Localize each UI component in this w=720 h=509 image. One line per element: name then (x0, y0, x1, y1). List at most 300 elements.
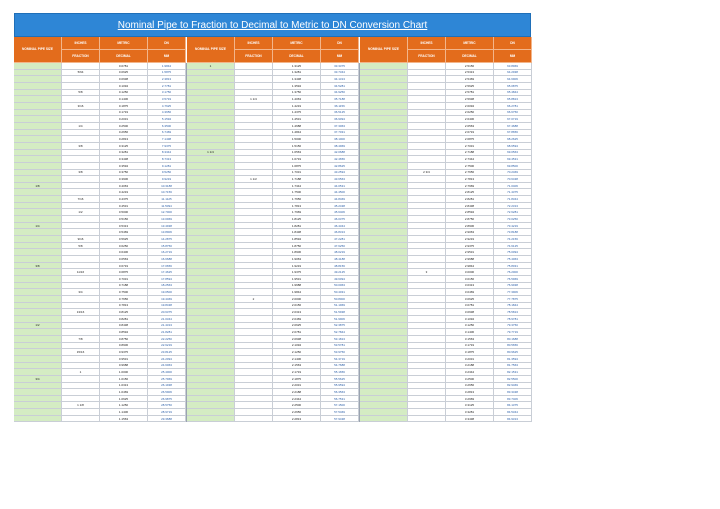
nominal-cell (187, 309, 235, 316)
nominal-cell: 3/8 (14, 263, 62, 270)
decimal-cell: 2.5469 (446, 76, 494, 83)
decimal-cell: 0.7031 (100, 276, 148, 283)
decimal-cell: 3.3281 (446, 409, 494, 416)
nominal-cell (187, 402, 235, 409)
mm-cell: 79.7719 (494, 329, 532, 336)
decimal-cell: 2.2344 (273, 396, 321, 403)
fraction-cell (408, 150, 446, 157)
nominal-cell (14, 103, 62, 110)
mm-cell: 50.4031 (321, 289, 359, 296)
nominal-cell (360, 296, 408, 303)
decimal-cell: 0.1094 (100, 83, 148, 90)
header-decimal: DECIMAL (100, 50, 148, 63)
decimal-cell: 3.1250 (446, 323, 494, 330)
decimal-cell: 1.5000 (273, 136, 321, 143)
table-group (186, 63, 359, 422)
fraction-cell (62, 256, 100, 263)
nominal-cell (360, 409, 408, 416)
fraction-cell (62, 189, 100, 196)
decimal-cell: 1.8125 (273, 216, 321, 223)
mm-cell: 49.6094 (321, 276, 359, 283)
fraction-cell (408, 289, 446, 296)
decimal-cell: 2.8750 (446, 216, 494, 223)
decimal-cell: 0.0938 (100, 76, 148, 83)
nominal-cell (360, 289, 408, 296)
decimal-cell: 1.5156 (273, 143, 321, 150)
nominal-cell (360, 402, 408, 409)
decimal-cell: 0.4063 (100, 183, 148, 190)
header-nominal: NOMINAL PIPE SIZE (14, 37, 62, 63)
decimal-cell: 1.9063 (273, 256, 321, 263)
fraction-cell (408, 156, 446, 163)
mm-cell: 65.8813 (494, 96, 532, 103)
fraction-cell (235, 323, 273, 330)
fraction-cell (408, 303, 446, 310)
mm-cell: 47.2281 (321, 236, 359, 243)
mm-cell: 54.3719 (321, 356, 359, 363)
fraction-cell: 3 (408, 269, 446, 276)
header-mm: MM (494, 50, 532, 63)
mm-cell: 77.3906 (494, 289, 532, 296)
mm-cell: 42.4656 (321, 156, 359, 163)
decimal-cell: 1.4219 (273, 103, 321, 110)
fraction-cell (408, 103, 446, 110)
mm-cell: 64.2938 (494, 70, 532, 77)
nominal-cell (14, 83, 62, 90)
mm-cell: 68.2625 (494, 136, 532, 143)
nominal-cell (187, 236, 235, 243)
nominal-cell (360, 329, 408, 336)
nominal-cell (360, 243, 408, 250)
nominal-cell (14, 276, 62, 283)
nominal-cell: 3/4 (14, 376, 62, 383)
fraction-cell (62, 396, 100, 403)
mm-cell: 52.7844 (321, 329, 359, 336)
mm-cell: 33.3375 (321, 63, 359, 70)
fraction-cell: 1 (62, 369, 100, 376)
decimal-cell: 2.5156 (446, 63, 494, 70)
nominal-cell (14, 203, 62, 210)
mm-cell: 34.5281 (321, 83, 359, 90)
header-inches: INCHES (62, 37, 100, 50)
nominal-cell (14, 356, 62, 363)
mm-cell: 21.4313 (148, 323, 186, 330)
mm-cell: 51.9906 (321, 316, 359, 323)
fraction-cell (235, 136, 273, 143)
fraction-cell (62, 136, 100, 143)
fraction-cell (408, 283, 446, 290)
mm-cell: 28.9719 (148, 409, 186, 416)
nominal-cell (187, 269, 235, 276)
nominal-cell (14, 249, 62, 256)
decimal-cell: 3.0469 (446, 289, 494, 296)
mm-cell: 38.4969 (321, 143, 359, 150)
fraction-cell: 3/8 (62, 143, 100, 150)
decimal-cell: 0.1719 (100, 110, 148, 117)
mm-cell: 25.7969 (148, 376, 186, 383)
nominal-cell (187, 90, 235, 97)
nominal-cell (14, 289, 62, 296)
decimal-cell: 1.7031 (273, 170, 321, 177)
nominal-cell (360, 283, 408, 290)
nominal-cell (187, 363, 235, 370)
fraction-cell (62, 263, 100, 270)
mm-cell: 71.4375 (494, 189, 532, 196)
decimal-cell: 3.0781 (446, 303, 494, 310)
decimal-cell: 0.4375 (100, 196, 148, 203)
fraction-cell (62, 283, 100, 290)
fraction-cell (408, 196, 446, 203)
nominal-cell (360, 343, 408, 350)
decimal-cell: 0.8125 (100, 309, 148, 316)
nominal-cell (360, 383, 408, 390)
fraction-cell (235, 396, 273, 403)
fraction-cell (408, 329, 446, 336)
nominal-cell (187, 396, 235, 403)
decimal-cell: 1.9375 (273, 269, 321, 276)
fraction-cell: 3/4 (62, 289, 100, 296)
decimal-cell: 2.8594 (446, 209, 494, 216)
nominal-cell (360, 63, 408, 70)
nominal-cell (360, 170, 408, 177)
decimal-cell: 3.2344 (446, 369, 494, 376)
decimal-cell: 2.1094 (273, 343, 321, 350)
fraction-cell (62, 63, 100, 70)
mm-cell: 69.0563 (494, 150, 532, 157)
mm-cell: 17.0656 (148, 263, 186, 270)
decimal-cell: 0.3281 (100, 150, 148, 157)
fraction-cell (408, 123, 446, 130)
mm-cell: 26.1938 (148, 383, 186, 390)
fraction-cell (62, 329, 100, 336)
nominal-cell (360, 336, 408, 343)
fraction-cell (235, 209, 273, 216)
fraction-cell: 5/64 (62, 70, 100, 77)
nominal-cell (187, 323, 235, 330)
decimal-cell: 0.1406 (100, 96, 148, 103)
mm-cell: 37.7031 (321, 130, 359, 137)
mm-cell: 75.8031 (494, 263, 532, 270)
decimal-cell: 1.8281 (273, 223, 321, 230)
decimal-cell: 2.6563 (446, 123, 494, 130)
nominal-cell (187, 203, 235, 210)
nominal-cell (187, 223, 235, 230)
decimal-cell: 0.3438 (100, 156, 148, 163)
decimal-cell: 0.3594 (100, 163, 148, 170)
fraction-cell (235, 383, 273, 390)
fraction-cell (408, 70, 446, 77)
nominal-cell (187, 163, 235, 170)
fraction-cell (235, 416, 273, 423)
mm-cell: 6.7469 (148, 130, 186, 137)
fraction-cell (408, 216, 446, 223)
fraction-cell (62, 303, 100, 310)
mm-cell: 63.8969 (494, 63, 532, 70)
decimal-cell: 2.2031 (273, 383, 321, 390)
fraction-cell (235, 229, 273, 236)
nominal-cell (360, 356, 408, 363)
nominal-cell (360, 269, 408, 276)
nominal-cell (360, 309, 408, 316)
mm-cell: 44.8469 (321, 196, 359, 203)
fraction-cell (235, 336, 273, 343)
nominal-cell (360, 90, 408, 97)
decimal-cell: 0.5625 (100, 236, 148, 243)
decimal-cell: 2.5781 (446, 90, 494, 97)
nominal-cell (360, 316, 408, 323)
decimal-cell: 1.7344 (273, 183, 321, 190)
mm-cell: 73.4219 (494, 223, 532, 230)
decimal-cell: 3.3125 (446, 402, 494, 409)
fraction-cell (62, 156, 100, 163)
nominal-cell (14, 229, 62, 236)
nominal-cell (14, 156, 62, 163)
decimal-cell: 1.9219 (273, 263, 321, 270)
nominal-cell (187, 256, 235, 263)
table-group (359, 63, 532, 422)
fraction-cell (408, 90, 446, 97)
nominal-cell (187, 209, 235, 216)
decimal-cell: 2.9219 (446, 236, 494, 243)
nominal-cell (14, 90, 62, 97)
nominal-cell (360, 223, 408, 230)
mm-cell: 42.0688 (321, 150, 359, 157)
mm-cell: 52.3875 (321, 323, 359, 330)
fraction-cell: 2 3/4 (408, 170, 446, 177)
decimal-cell: 2.7031 (446, 143, 494, 150)
decimal-cell: 3.0156 (446, 276, 494, 283)
mm-cell: 57.1500 (321, 402, 359, 409)
nominal-cell (360, 96, 408, 103)
fraction-cell (235, 269, 273, 276)
decimal-cell: 1.8750 (273, 243, 321, 250)
mm-cell: 46.4344 (321, 223, 359, 230)
nominal-cell (14, 110, 62, 117)
fraction-cell (235, 163, 273, 170)
decimal-cell: 3.0313 (446, 283, 494, 290)
mm-cell: 24.2094 (148, 356, 186, 363)
header-inches: INCHES (408, 37, 446, 50)
nominal-cell (14, 76, 62, 83)
decimal-cell: 2.0000 (273, 296, 321, 303)
fraction-cell (408, 416, 446, 423)
mm-cell: 55.9594 (321, 383, 359, 390)
decimal-cell: 0.5000 (100, 209, 148, 216)
mm-cell: 65.4844 (494, 90, 532, 97)
mm-cell: 70.2469 (494, 170, 532, 177)
header-group (186, 37, 359, 63)
decimal-cell: 0.9688 (100, 363, 148, 370)
mm-cell: 28.5750 (148, 402, 186, 409)
fraction-cell (235, 276, 273, 283)
fraction-cell (408, 349, 446, 356)
nominal-cell (187, 96, 235, 103)
mm-cell: 76.5969 (494, 276, 532, 283)
decimal-cell: 2.8281 (446, 196, 494, 203)
fraction-cell (408, 183, 446, 190)
mm-cell: 77.7875 (494, 296, 532, 303)
fraction-cell (235, 236, 273, 243)
fraction-cell (408, 402, 446, 409)
mm-cell: 82.1531 (494, 369, 532, 376)
fraction-cell (235, 90, 273, 97)
decimal-cell: 0.2500 (100, 123, 148, 130)
nominal-cell (360, 189, 408, 196)
fraction-cell (62, 383, 100, 390)
mm-cell: 12.7000 (148, 209, 186, 216)
fraction-cell: 3/8 (62, 170, 100, 177)
nominal-cell (187, 369, 235, 376)
fraction-cell (62, 163, 100, 170)
nominal-cell (187, 376, 235, 383)
fraction-cell: 9/16 (62, 236, 100, 243)
mm-cell: 53.9750 (321, 349, 359, 356)
fraction-cell (408, 409, 446, 416)
decimal-cell: 0.6875 (100, 269, 148, 276)
decimal-cell: 1.1406 (100, 409, 148, 416)
fraction-cell (235, 263, 273, 270)
mm-cell: 66.6750 (494, 110, 532, 117)
nominal-cell (360, 76, 408, 83)
nominal-cell (187, 110, 235, 117)
decimal-cell: 0.2656 (100, 130, 148, 137)
mm-cell: 82.9469 (494, 383, 532, 390)
mm-cell: 37.3063 (321, 123, 359, 130)
mm-cell: 69.8500 (494, 163, 532, 170)
header-nominal: NOMINAL PIPE SIZE (360, 37, 408, 63)
fraction-cell (235, 316, 273, 323)
decimal-cell: 2.6719 (446, 130, 494, 137)
fraction-cell (408, 116, 446, 123)
nominal-cell (360, 276, 408, 283)
nominal-cell (187, 243, 235, 250)
chart-title: Nominal Pipe to Fraction to Decimal to Metric to DN Conversion Chart (14, 13, 531, 37)
decimal-cell: 1.9531 (273, 276, 321, 283)
fraction-cell (235, 402, 273, 409)
nominal-cell (14, 389, 62, 396)
header-fraction: FRACTION (235, 50, 273, 63)
mm-cell: 75.0094 (494, 249, 532, 256)
decimal-cell: 2.1719 (273, 369, 321, 376)
nominal-cell (187, 343, 235, 350)
decimal-cell: 2.6094 (446, 103, 494, 110)
nominal-cell (187, 283, 235, 290)
decimal-cell: 0.7188 (100, 283, 148, 290)
decimal-cell: 3.2031 (446, 356, 494, 363)
decimal-cell: 0.5313 (100, 223, 148, 230)
decimal-cell: 0.7813 (100, 303, 148, 310)
fraction-cell (408, 223, 446, 230)
mm-cell: 24.6063 (148, 363, 186, 370)
mm-cell: 14.2875 (148, 236, 186, 243)
mm-cell: 57.5469 (321, 409, 359, 416)
header-dn: DN (494, 37, 532, 50)
fraction-cell (408, 209, 446, 216)
fraction-cell (235, 289, 273, 296)
fraction-cell (408, 396, 446, 403)
mm-cell: 35.7188 (321, 96, 359, 103)
fraction-cell (62, 96, 100, 103)
mm-cell: 9.1281 (148, 163, 186, 170)
fraction-cell: 15/16 (62, 349, 100, 356)
nominal-cell (360, 389, 408, 396)
nominal-cell (360, 156, 408, 163)
mm-cell: 13.8906 (148, 229, 186, 236)
decimal-cell: 2.7344 (446, 156, 494, 163)
decimal-cell: 2.2188 (273, 389, 321, 396)
nominal-cell (14, 116, 62, 123)
fraction-cell: 13/16 (62, 309, 100, 316)
nominal-cell (14, 70, 62, 77)
nominal-cell (187, 70, 235, 77)
mm-cell: 45.2438 (321, 203, 359, 210)
decimal-cell: 0.2031 (100, 116, 148, 123)
mm-cell: 9.5250 (148, 170, 186, 177)
fraction-cell (235, 189, 273, 196)
fraction-cell (408, 363, 446, 370)
nominal-cell (187, 130, 235, 137)
mm-cell: 53.5781 (321, 343, 359, 350)
decimal-cell: 0.4219 (100, 189, 148, 196)
decimal-cell: 3.2188 (446, 363, 494, 370)
nominal-cell (187, 349, 235, 356)
mm-cell: 78.5813 (494, 309, 532, 316)
decimal-cell: 2.7969 (446, 183, 494, 190)
fraction-cell (235, 343, 273, 350)
mm-cell: 20.6375 (148, 309, 186, 316)
nominal-cell (360, 209, 408, 216)
nominal-cell (14, 170, 62, 177)
mm-cell: 5.1594 (148, 116, 186, 123)
fraction-cell (408, 256, 446, 263)
decimal-cell: 1.4531 (273, 116, 321, 123)
nominal-cell (187, 136, 235, 143)
fraction-cell (235, 303, 273, 310)
header-metric: METRIC (273, 37, 321, 50)
nominal-cell (187, 316, 235, 323)
nominal-cell (187, 76, 235, 83)
nominal-cell (187, 123, 235, 130)
mm-cell: 29.3688 (148, 416, 186, 423)
mm-cell: 16.2719 (148, 249, 186, 256)
decimal-cell: 2.5938 (446, 96, 494, 103)
nominal-cell (14, 363, 62, 370)
decimal-cell: 2.6250 (446, 110, 494, 117)
fraction-cell: 5/8 (62, 243, 100, 250)
mm-cell: 2.7781 (148, 83, 186, 90)
conversion-chart (14, 13, 531, 422)
fraction-cell (62, 130, 100, 137)
nominal-cell (187, 189, 235, 196)
decimal-cell: 3.0000 (446, 269, 494, 276)
decimal-cell: 1.0625 (100, 396, 148, 403)
fraction-cell (62, 389, 100, 396)
nominal-cell (360, 256, 408, 263)
mm-cell: 7.9375 (148, 143, 186, 150)
fraction-cell (408, 316, 446, 323)
decimal-cell: 2.0156 (273, 303, 321, 310)
fraction-cell (408, 203, 446, 210)
mm-cell: 19.4469 (148, 296, 186, 303)
mm-cell: 6.3500 (148, 123, 186, 130)
nominal-cell (14, 243, 62, 250)
decimal-cell: 1.6563 (273, 150, 321, 157)
decimal-cell: 0.6406 (100, 249, 148, 256)
fraction-cell (408, 189, 446, 196)
mm-cell: 19.8438 (148, 303, 186, 310)
decimal-cell: 0.6563 (100, 256, 148, 263)
decimal-cell: 2.9844 (446, 263, 494, 270)
